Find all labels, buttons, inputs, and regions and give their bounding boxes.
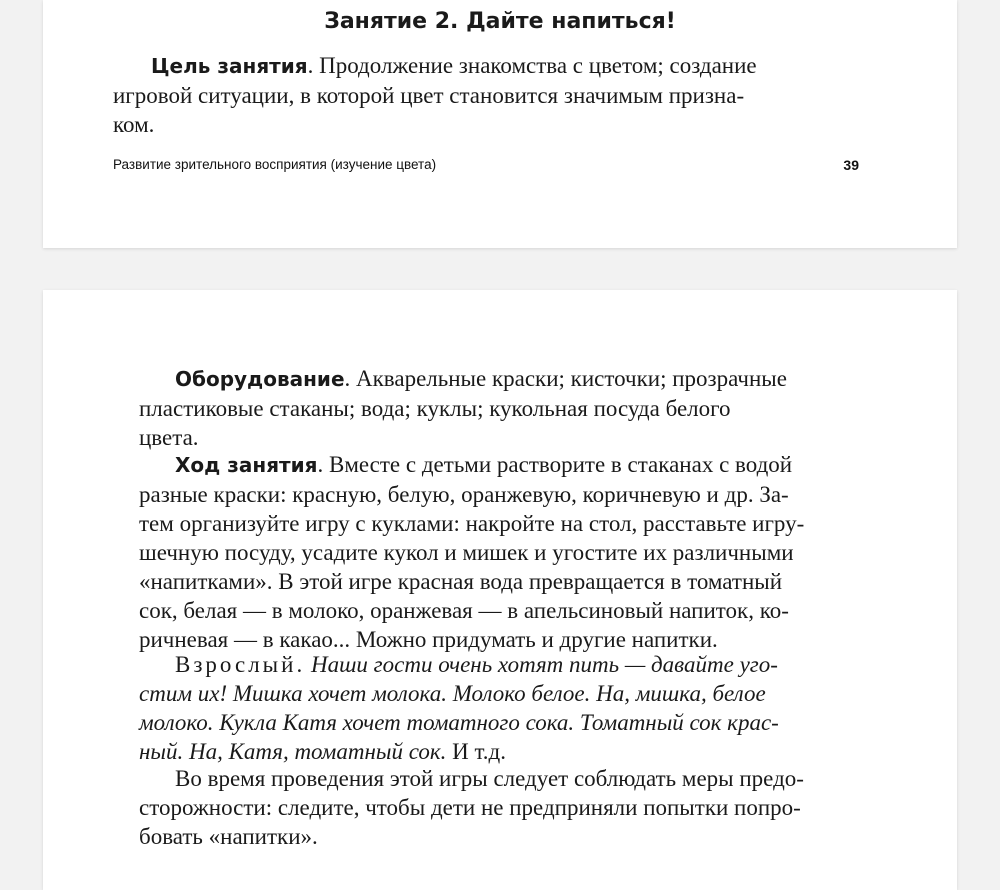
goal-label: Цель занятия — [151, 54, 308, 78]
dialogue-paragraph — [139, 650, 887, 766]
dialogue-line: стим их! Мишка хочет молока. Молоко белое. На, мишка, белое — [139, 681, 766, 706]
goal-text-line: игровой ситуации, в которой цвет становится значимым призна- — [113, 83, 745, 108]
dialogue-line: молоко. Кукла Катя хочет томатного сока. Томатный сок крас- — [139, 710, 779, 735]
equipment-label: Оборудование — [175, 367, 345, 391]
equipment-text-line: цвета. — [139, 425, 199, 450]
procedure-text-line: ричневая — в какао... Можно придумать и другие напитки. — [139, 627, 718, 652]
procedure-text-line: тем организуйте игру с куклами: накройте на стол, расставьте игру- — [139, 511, 805, 536]
book-page-bottom — [43, 290, 957, 890]
lesson-goal-paragraph — [113, 51, 859, 139]
page-number: 39 — [843, 157, 859, 173]
procedure-text-line: «напитками». В этой игре красная вода превращается в томатный — [139, 569, 783, 594]
equipment-paragraph — [139, 364, 887, 452]
procedure-text-line: . Вместе с детьми растворите в стаканах с водой — [317, 452, 793, 477]
dialogue-line: Наши гости очень хотят пить — давайте уго- — [305, 652, 778, 677]
safety-paragraph — [139, 764, 887, 851]
running-head: Развитие зрительного восприятия (изучение цвета) — [113, 157, 437, 172]
safety-text-line: сторожности: следите, чтобы дети не предприняли попытки попро- — [139, 795, 801, 820]
speaker-label: Взрослый. — [175, 652, 306, 677]
procedure-text-line: шечную посуду, усадите кукол и мишек и угостите их различными — [139, 540, 794, 565]
equipment-text-line: . Акварельные краски; кисточки; прозрачные — [344, 366, 787, 391]
lesson-title: Занятие 2. Дайте напиться! — [324, 9, 676, 34]
procedure-text-line: разные краски: красную, белую, оранжевую, коричневую и др. За- — [139, 482, 789, 507]
goal-text-line: . Продолжение знакомства с цветом; создание — [307, 53, 757, 78]
procedure-text-line: сок, белая — в молоко, оранжевая — в апельсиновый напиток, ко- — [139, 598, 789, 623]
safety-text-line: бовать «напитки». — [139, 824, 318, 849]
book-page-top — [43, 0, 957, 248]
procedure-label: Ход занятия — [175, 453, 318, 477]
goal-text-line: ком. — [113, 112, 155, 137]
procedure-paragraph — [139, 450, 887, 654]
equipment-text-line: пластиковые стаканы; вода; куклы; кукольная посуда белого — [139, 396, 731, 421]
dialogue-tail: И т.д. — [446, 739, 506, 764]
dialogue-line: ный. На, Катя, томатный сок. — [139, 739, 447, 764]
safety-text-line: Во время проведения этой игры следует соблюдать меры предо- — [175, 766, 804, 791]
